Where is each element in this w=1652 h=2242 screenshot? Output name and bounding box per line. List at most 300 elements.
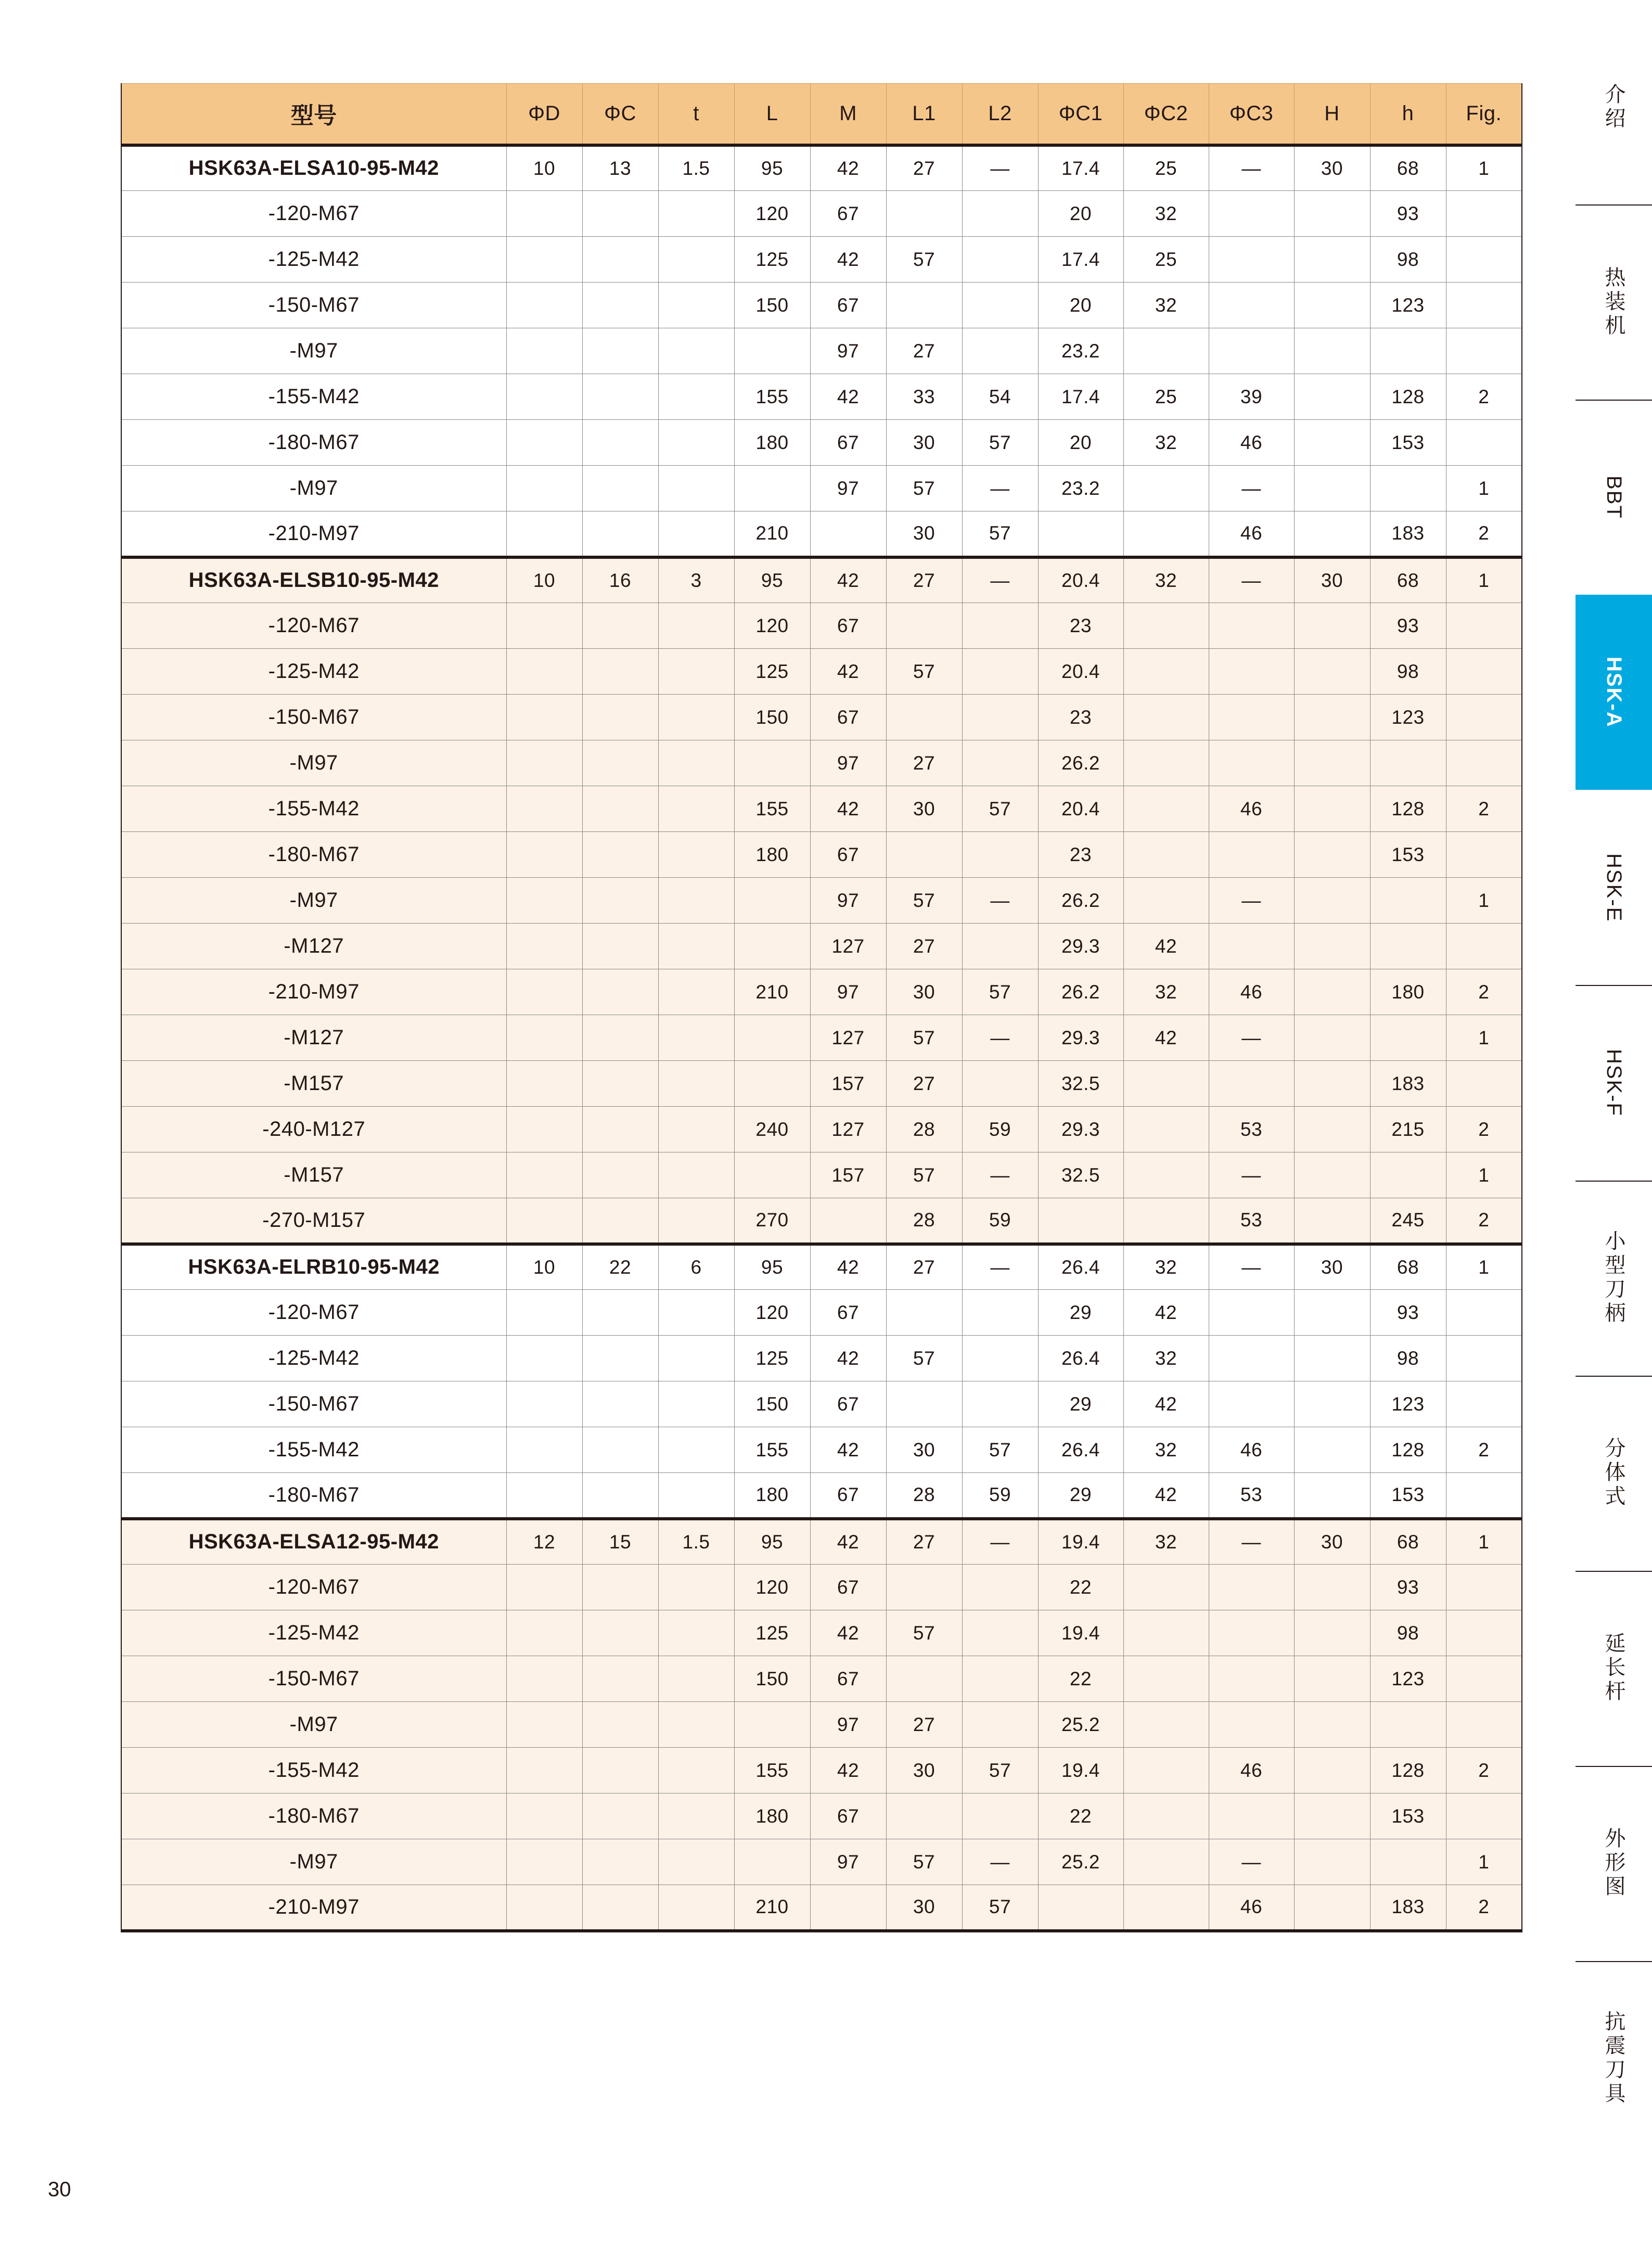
cell-t [658, 1839, 734, 1885]
cell-t [658, 191, 734, 237]
cell-l2: 57 [962, 1748, 1038, 1793]
cell-l [734, 1061, 810, 1107]
table-row [121, 649, 1522, 695]
cell-l [734, 328, 810, 374]
cell-c [582, 786, 658, 832]
cell-l1: 27 [886, 924, 962, 969]
cell-c2 [1123, 1839, 1209, 1885]
sidebar-tab-分体式[interactable] [1576, 1376, 1652, 1571]
cell-m: 67 [810, 1290, 886, 1336]
sidebar-tab-介绍[interactable] [1576, 9, 1652, 204]
cell-t [658, 969, 734, 1015]
sidebar-tab-label: BBT [1603, 475, 1625, 519]
cell-d: 10 [506, 145, 582, 191]
cell-t: 1.5 [658, 145, 734, 191]
spec-table-header [121, 84, 1522, 145]
cell-c1: 26.2 [1038, 969, 1123, 1015]
sidebar-tab-HSK-E[interactable] [1576, 790, 1652, 985]
cell-fig [1446, 1381, 1522, 1427]
cell-m: 97 [810, 328, 886, 374]
cell-h [1370, 1152, 1446, 1198]
cell-c3 [1209, 1061, 1294, 1107]
cell-l1 [886, 695, 962, 740]
section-tab-sidebar [1535, 0, 1652, 2242]
cell-h: 68 [1370, 145, 1446, 191]
cell-t [658, 1015, 734, 1061]
cell-l2: — [962, 878, 1038, 924]
cell-model: -155-M42 [121, 1427, 506, 1473]
cell-h [1294, 1107, 1370, 1152]
cell-d [506, 1198, 582, 1244]
column-header-model: 型号 [121, 84, 506, 145]
cell-fig: 1 [1446, 557, 1522, 603]
cell-d [506, 1656, 582, 1702]
table-row [121, 374, 1522, 420]
cell-m: 42 [810, 1244, 886, 1290]
cell-l2 [962, 740, 1038, 786]
table-row [121, 1656, 1522, 1702]
cell-h: 123 [1370, 695, 1446, 740]
cell-h: 183 [1370, 1061, 1446, 1107]
cell-l: 125 [734, 237, 810, 283]
cell-c [582, 969, 658, 1015]
cell-c3: — [1209, 1015, 1294, 1061]
cell-c3: 46 [1209, 420, 1294, 466]
cell-c [582, 1290, 658, 1336]
cell-c3 [1209, 1610, 1294, 1656]
cell-h [1294, 649, 1370, 695]
cell-c3 [1209, 1702, 1294, 1748]
cell-d [506, 1336, 582, 1381]
cell-t [658, 603, 734, 649]
cell-h: 153 [1370, 420, 1446, 466]
cell-model: -270-M157 [121, 1198, 506, 1244]
cell-h [1294, 1839, 1370, 1885]
cell-l1: 27 [886, 328, 962, 374]
cell-h [1294, 1656, 1370, 1702]
cell-c1: 32.5 [1038, 1061, 1123, 1107]
cell-model: -120-M67 [121, 603, 506, 649]
cell-h: 30 [1294, 145, 1370, 191]
table-row [121, 1610, 1522, 1656]
cell-c [582, 1702, 658, 1748]
cell-d [506, 191, 582, 237]
cell-d [506, 1610, 582, 1656]
cell-l1: 57 [886, 466, 962, 511]
table-row [121, 1702, 1522, 1748]
cell-c [582, 1152, 658, 1198]
cell-l2: 54 [962, 374, 1038, 420]
cell-c [582, 832, 658, 878]
cell-model: -150-M67 [121, 283, 506, 328]
sidebar-tab-label: 延长杆 [1602, 1632, 1625, 1705]
cell-c2 [1123, 878, 1209, 924]
table-row [121, 878, 1522, 924]
column-header-l2: L2 [962, 84, 1038, 145]
cell-c1: 20.4 [1038, 649, 1123, 695]
cell-fig [1446, 1061, 1522, 1107]
cell-c3 [1209, 832, 1294, 878]
cell-m: 127 [810, 1015, 886, 1061]
cell-t [658, 420, 734, 466]
cell-c3: — [1209, 878, 1294, 924]
cell-l2: 59 [962, 1107, 1038, 1152]
sidebar-tab-HSK-F[interactable] [1576, 985, 1652, 1180]
cell-fig [1446, 740, 1522, 786]
sidebar-tab-延长杆[interactable] [1576, 1571, 1652, 1766]
cell-m: 97 [810, 1839, 886, 1885]
cell-fig [1446, 1473, 1522, 1519]
cell-c3: 46 [1209, 511, 1294, 557]
cell-m: 157 [810, 1152, 886, 1198]
cell-t: 3 [658, 557, 734, 603]
cell-d [506, 237, 582, 283]
cell-l: 120 [734, 603, 810, 649]
cell-c1: 26.2 [1038, 740, 1123, 786]
cell-l2: — [962, 1244, 1038, 1290]
table-row [121, 1565, 1522, 1610]
cell-l [734, 1152, 810, 1198]
cell-m: 42 [810, 786, 886, 832]
column-header-h: H [1294, 84, 1370, 145]
cell-m: 42 [810, 374, 886, 420]
cell-c2: 32 [1123, 1519, 1209, 1565]
cell-l2 [962, 603, 1038, 649]
cell-fig [1446, 1336, 1522, 1381]
cell-h [1294, 1381, 1370, 1427]
cell-c [582, 1107, 658, 1152]
cell-m: 67 [810, 1473, 886, 1519]
cell-c3 [1209, 924, 1294, 969]
sidebar-tab-label: 外形图 [1602, 1827, 1625, 1900]
cell-d [506, 1839, 582, 1885]
cell-fig: 1 [1446, 1152, 1522, 1198]
cell-model: -120-M67 [121, 1565, 506, 1610]
spec-table-container [121, 83, 1502, 1932]
cell-m: 97 [810, 466, 886, 511]
cell-h: 93 [1370, 191, 1446, 237]
table-row [121, 283, 1522, 328]
cell-l1: 30 [886, 969, 962, 1015]
cell-c3: 46 [1209, 1427, 1294, 1473]
cell-h: 153 [1370, 1793, 1446, 1839]
cell-c [582, 603, 658, 649]
cell-d: 10 [506, 557, 582, 603]
cell-d [506, 1473, 582, 1519]
cell-fig: 2 [1446, 1885, 1522, 1931]
cell-h: 128 [1370, 1748, 1446, 1793]
cell-l: 120 [734, 1565, 810, 1610]
cell-model: -125-M42 [121, 649, 506, 695]
cell-c1: 22 [1038, 1565, 1123, 1610]
cell-c3: — [1209, 1839, 1294, 1885]
cell-h [1370, 1702, 1446, 1748]
cell-t [658, 1656, 734, 1702]
cell-h: 68 [1370, 1519, 1446, 1565]
cell-h [1294, 237, 1370, 283]
cell-h [1294, 832, 1370, 878]
cell-l: 155 [734, 786, 810, 832]
cell-h [1294, 924, 1370, 969]
cell-t [658, 832, 734, 878]
sidebar-tab-抗震刀具[interactable] [1576, 1961, 1652, 2156]
cell-fig [1446, 695, 1522, 740]
cell-h: 123 [1370, 283, 1446, 328]
cell-c3 [1209, 1793, 1294, 1839]
cell-l: 95 [734, 145, 810, 191]
cell-fig: 2 [1446, 1107, 1522, 1152]
cell-l1: 27 [886, 1061, 962, 1107]
cell-l1 [886, 191, 962, 237]
cell-c1: 20.4 [1038, 786, 1123, 832]
cell-c [582, 511, 658, 557]
cell-l: 95 [734, 1244, 810, 1290]
cell-t [658, 1702, 734, 1748]
cell-c: 22 [582, 1244, 658, 1290]
cell-m: 67 [810, 603, 886, 649]
cell-c1: 23.2 [1038, 328, 1123, 374]
cell-l1: 27 [886, 145, 962, 191]
cell-d [506, 328, 582, 374]
cell-fig: 1 [1446, 878, 1522, 924]
cell-d [506, 466, 582, 511]
cell-c3: — [1209, 1519, 1294, 1565]
cell-l: 155 [734, 374, 810, 420]
cell-c2: 42 [1123, 924, 1209, 969]
cell-m [810, 1885, 886, 1931]
cell-l2 [962, 1656, 1038, 1702]
column-header-c: ΦC [582, 84, 658, 145]
cell-t [658, 786, 734, 832]
cell-h: 30 [1294, 557, 1370, 603]
cell-l2 [962, 328, 1038, 374]
table-row [121, 1015, 1522, 1061]
cell-c1: 20 [1038, 420, 1123, 466]
cell-l2: 57 [962, 969, 1038, 1015]
cell-c1: 20 [1038, 191, 1123, 237]
sidebar-tab-热装机[interactable] [1576, 204, 1652, 400]
cell-m: 67 [810, 420, 886, 466]
cell-l: 155 [734, 1427, 810, 1473]
cell-l1 [886, 1793, 962, 1839]
cell-fig [1446, 649, 1522, 695]
cell-t [658, 878, 734, 924]
table-row [121, 832, 1522, 878]
cell-m: 42 [810, 237, 886, 283]
cell-h [1294, 969, 1370, 1015]
cell-l1: 27 [886, 557, 962, 603]
cell-h: 183 [1370, 1885, 1446, 1931]
sidebar-tab-label: 介绍 [1602, 83, 1625, 131]
cell-c3: 46 [1209, 786, 1294, 832]
cell-model: -180-M67 [121, 1473, 506, 1519]
cell-h [1294, 283, 1370, 328]
table-row [121, 1839, 1522, 1885]
cell-c3: — [1209, 466, 1294, 511]
cell-c1: 17.4 [1038, 145, 1123, 191]
column-header-t: t [658, 84, 734, 145]
table-row [121, 191, 1522, 237]
cell-l [734, 878, 810, 924]
cell-c [582, 1473, 658, 1519]
cell-l: 150 [734, 1381, 810, 1427]
cell-c3 [1209, 1290, 1294, 1336]
table-row [121, 237, 1522, 283]
cell-h [1294, 1885, 1370, 1931]
cell-c2 [1123, 1748, 1209, 1793]
cell-c: 15 [582, 1519, 658, 1565]
cell-d [506, 1565, 582, 1610]
cell-l1 [886, 1290, 962, 1336]
cell-l: 155 [734, 1748, 810, 1793]
cell-h: 98 [1370, 649, 1446, 695]
cell-c1: 23 [1038, 603, 1123, 649]
cell-c2 [1123, 1152, 1209, 1198]
table-row [121, 1244, 1522, 1290]
cell-l2: — [962, 1839, 1038, 1885]
cell-t [658, 328, 734, 374]
cell-l: 150 [734, 283, 810, 328]
cell-model: -180-M67 [121, 1793, 506, 1839]
cell-h [1370, 466, 1446, 511]
cell-l: 95 [734, 557, 810, 603]
table-row [121, 695, 1522, 740]
cell-model: -155-M42 [121, 374, 506, 420]
cell-h [1294, 328, 1370, 374]
cell-h: 245 [1370, 1198, 1446, 1244]
cell-c2 [1123, 1565, 1209, 1610]
cell-l1: 28 [886, 1473, 962, 1519]
cell-c3 [1209, 283, 1294, 328]
cell-h [1294, 1473, 1370, 1519]
cell-c2 [1123, 649, 1209, 695]
cell-c1: 19.4 [1038, 1610, 1123, 1656]
cell-model: -150-M67 [121, 695, 506, 740]
cell-l: 180 [734, 1473, 810, 1519]
cell-fig: 2 [1446, 374, 1522, 420]
cell-model: -M97 [121, 878, 506, 924]
cell-t: 1.5 [658, 1519, 734, 1565]
cell-h [1294, 191, 1370, 237]
sidebar-tab-小型刀柄[interactable] [1576, 1181, 1652, 1376]
sidebar-tab-label: HSK-A [1603, 657, 1625, 728]
sidebar-tab-label: 小型刀柄 [1602, 1230, 1625, 1326]
cell-fig: 1 [1446, 466, 1522, 511]
cell-l: 180 [734, 1793, 810, 1839]
cell-c3 [1209, 695, 1294, 740]
sidebar-tab-外形图[interactable] [1576, 1766, 1652, 1961]
spec-block [121, 1244, 1522, 1519]
cell-l1 [886, 832, 962, 878]
cell-l: 120 [734, 1290, 810, 1336]
cell-t [658, 1473, 734, 1519]
column-header-c2: ΦC2 [1123, 84, 1209, 145]
cell-m: 67 [810, 1565, 886, 1610]
cell-l: 95 [734, 1519, 810, 1565]
sidebar-tab-HSK-A[interactable] [1576, 595, 1652, 790]
cell-m: 67 [810, 283, 886, 328]
cell-l2 [962, 1793, 1038, 1839]
cell-t [658, 1152, 734, 1198]
cell-model: HSK63A-ELSA10-95-M42 [121, 145, 506, 191]
cell-c1 [1038, 511, 1123, 557]
cell-model: -M157 [121, 1061, 506, 1107]
cell-m: 42 [810, 1610, 886, 1656]
cell-model: -210-M97 [121, 969, 506, 1015]
cell-c: 16 [582, 557, 658, 603]
cell-d [506, 1702, 582, 1748]
cell-l1 [886, 603, 962, 649]
cell-c3: 53 [1209, 1198, 1294, 1244]
cell-c3: 46 [1209, 1748, 1294, 1793]
cell-model: -M157 [121, 1152, 506, 1198]
cell-l2 [962, 924, 1038, 969]
cell-d [506, 511, 582, 557]
cell-fig [1446, 1290, 1522, 1336]
cell-model: -155-M42 [121, 1748, 506, 1793]
cell-m: 67 [810, 832, 886, 878]
cell-h [1294, 1793, 1370, 1839]
cell-l1: 30 [886, 1427, 962, 1473]
cell-l [734, 924, 810, 969]
cell-c3 [1209, 1381, 1294, 1427]
cell-fig [1446, 1656, 1522, 1702]
cell-t [658, 1793, 734, 1839]
spec-block [121, 145, 1522, 557]
cell-t [658, 695, 734, 740]
cell-t [658, 1061, 734, 1107]
cell-c2: 32 [1123, 191, 1209, 237]
cell-c2 [1123, 740, 1209, 786]
cell-h [1294, 878, 1370, 924]
cell-l1: 28 [886, 1198, 962, 1244]
cell-l2 [962, 1381, 1038, 1427]
cell-t [658, 1610, 734, 1656]
cell-c1: 29 [1038, 1473, 1123, 1519]
cell-c [582, 1381, 658, 1427]
cell-model: -M97 [121, 466, 506, 511]
cell-h [1294, 1427, 1370, 1473]
cell-m: 42 [810, 1427, 886, 1473]
cell-c2 [1123, 1610, 1209, 1656]
cell-t [658, 283, 734, 328]
cell-c1: 20 [1038, 283, 1123, 328]
cell-l2: — [962, 557, 1038, 603]
cell-c2: 42 [1123, 1290, 1209, 1336]
cell-d [506, 1748, 582, 1793]
cell-h [1370, 1839, 1446, 1885]
cell-h [1294, 420, 1370, 466]
cell-l1 [886, 1565, 962, 1610]
cell-model: -M97 [121, 1839, 506, 1885]
cell-c1: 29.3 [1038, 1015, 1123, 1061]
cell-model: -210-M97 [121, 511, 506, 557]
cell-model: -120-M67 [121, 1290, 506, 1336]
cell-c2: 42 [1123, 1473, 1209, 1519]
cell-c2 [1123, 1198, 1209, 1244]
cell-t [658, 1290, 734, 1336]
cell-l2: — [962, 1015, 1038, 1061]
cell-c1: 25.2 [1038, 1702, 1123, 1748]
cell-l2: — [962, 1519, 1038, 1565]
cell-c3 [1209, 603, 1294, 649]
sidebar-tab-BBT[interactable] [1576, 400, 1652, 595]
cell-c1: 26.2 [1038, 878, 1123, 924]
cell-h [1294, 374, 1370, 420]
table-row [121, 1427, 1522, 1473]
cell-c2 [1123, 695, 1209, 740]
cell-c1: 19.4 [1038, 1748, 1123, 1793]
